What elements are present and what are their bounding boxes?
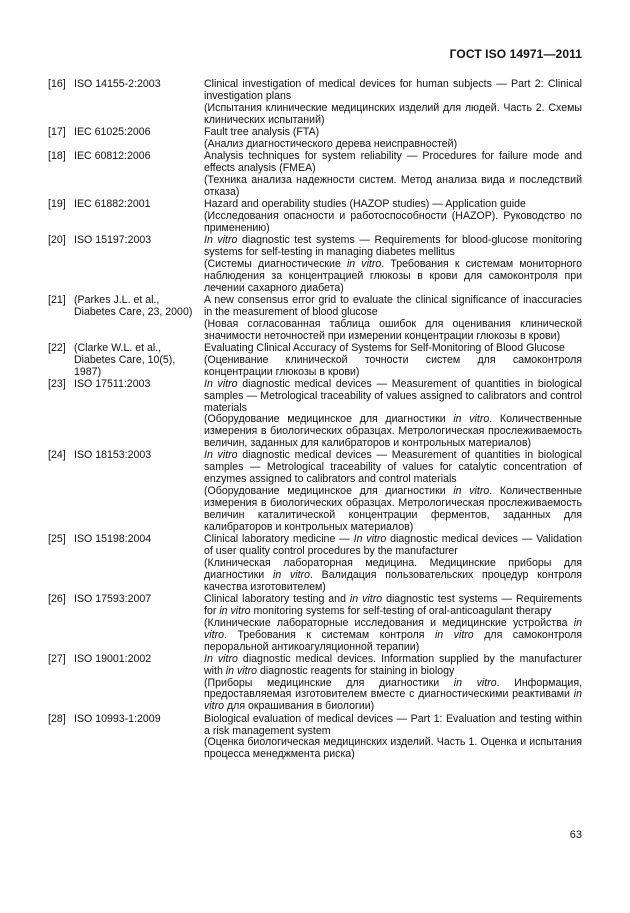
reference-text xyxy=(204,127,582,151)
reference-id xyxy=(48,79,204,127)
reference-entry xyxy=(48,594,582,654)
reference-number: [18] xyxy=(48,150,66,163)
reference-id xyxy=(48,199,204,235)
reference-id xyxy=(48,654,204,714)
reference-source: ISO 15198:2004 xyxy=(74,533,152,546)
reference-number: [21] xyxy=(48,293,66,306)
reference-entry xyxy=(48,151,582,199)
reference-source: ISO 10993-1:2009 xyxy=(74,712,161,725)
reference-title-en: In vitro diagnostic test systems — Requirements for blood-glucose monitoring systems for self-testing in managing diabetes mellitus xyxy=(204,233,583,258)
reference-text xyxy=(204,594,582,654)
reference-title-ru: (Новая согласованная таблица ошибок для оценивания клинической значимости неточностей при измерении концентрации глюкозы в крови) xyxy=(204,317,582,342)
reference-entry xyxy=(48,343,582,379)
reference-title-en: In vitro diagnostic medical devices. Information supplied by the manufacturer with in vitro diagnostic reagents for staining in biology xyxy=(204,652,583,677)
reference-text xyxy=(204,654,582,714)
reference-text xyxy=(204,295,582,343)
reference-title-ru: (Приборы медицинские для диагностики in vitro. Информация, предоставляемая изготовителем вместе с диагностическими реактивами in vitro для окрашивания в биологии) xyxy=(204,676,583,713)
reference-text xyxy=(204,79,582,127)
reference-source: ISO 17511:2003 xyxy=(74,377,151,390)
reference-title-ru: (Оборудование медицинское для диагностики in vitro. Количественные измерения в биологических образцах. Метрологическая прослеживаемость величин, заданных для калибраторов и контрольных материалов) xyxy=(204,413,583,450)
reference-title-ru: (Анализ диагностического дерева неисправностей) xyxy=(204,137,458,150)
reference-source: ISO 15197:2003 xyxy=(74,233,152,246)
reference-id xyxy=(48,127,204,151)
reference-entry xyxy=(48,79,582,127)
reference-number: [26] xyxy=(48,592,66,605)
reference-title-en: A new consensus error grid to evaluate the clinical significance of inaccuracies in the measurement of blood glucose xyxy=(204,293,582,318)
reference-title-en: Evaluating Clinical Accuracy of Systems for Self-Monitoring of Blood Glucose xyxy=(204,341,565,354)
bibliography-list xyxy=(48,79,582,762)
reference-text xyxy=(204,450,582,533)
reference-id xyxy=(48,295,204,343)
reference-title-en: Clinical investigation of medical devices for human subjects — Part 2: Clinical investigation plans xyxy=(204,78,582,102)
page-number: 63 xyxy=(569,829,582,841)
reference-id xyxy=(48,714,204,762)
reference-number: [16] xyxy=(48,78,66,90)
reference-title-ru: (Техника анализа надежности систем. Метод анализа вида и последствий отказа) xyxy=(204,173,582,198)
reference-text xyxy=(204,379,582,450)
reference-number: [20] xyxy=(48,233,66,246)
reference-source: IEC 60812:2006 xyxy=(74,150,151,163)
reference-entry xyxy=(48,127,582,151)
reference-entry xyxy=(48,295,582,343)
reference-number: [27] xyxy=(48,652,66,665)
reference-id xyxy=(48,235,204,295)
reference-id xyxy=(48,343,204,379)
reference-text xyxy=(204,534,582,594)
reference-number: [23] xyxy=(48,377,66,390)
reference-id xyxy=(48,379,204,450)
reference-source: ISO 14155-2:2003 xyxy=(74,78,161,90)
reference-source: ISO 19001:2002 xyxy=(74,652,152,665)
reference-id xyxy=(48,594,204,654)
reference-id xyxy=(48,534,204,594)
reference-title-ru: (Испытания клинические медицинских изделий для людей. Часть 2. Схемы клинических испытаний) xyxy=(204,101,582,126)
reference-title-en: Clinical laboratory testing and in vitro diagnostic test systems — Requirements for in vitro monitoring systems for self-testing of oral-anticoagulant therapy xyxy=(204,592,582,617)
reference-title-en: In vitro diagnostic medical devices — Measurement of quantities in biological samples — Metrological traceability of values for catalytic concentration of enzymes assigned to calibrators and control materials xyxy=(204,449,583,486)
reference-entry xyxy=(48,450,582,533)
reference-text xyxy=(204,235,582,295)
reference-title-en: Fault tree analysis (FTA) xyxy=(204,125,320,138)
reference-text xyxy=(204,343,582,379)
reference-title-ru: (Исследования опасности и работоспособности (HAZOP). Руководство по применению) xyxy=(204,209,582,234)
reference-source: IEC 61882:2001 xyxy=(74,197,151,210)
reference-title-en: In vitro diagnostic medical devices — Measurement of quantities in biological samples — Metrological traceability of values assigned to calibrators and control materials xyxy=(204,377,583,414)
reference-title-ru: (Оценка биологическая медицинских изделий. Часть 1. Оценка и испытания процесса менеджмента риска) xyxy=(204,736,582,761)
reference-id xyxy=(48,151,204,199)
reference-entry xyxy=(48,199,582,235)
reference-source: ISO 17593:2007 xyxy=(74,592,152,605)
reference-title-en: Hazard and operability studies (HAZOP studies) — Application guide xyxy=(204,197,526,210)
reference-source: (Parkes J.L. et al., Diabetes Care, 23, 2000) xyxy=(74,293,193,318)
reference-title-ru: (Оборудование медицинское для диагностики in vitro. Количественные измерения в биологических образцах. Метрологическая прослеживаемость величин каталитической концентрации ферментов, заданных для калибраторов и контрольных материалов) xyxy=(204,485,583,533)
reference-number: [22] xyxy=(48,341,66,354)
reference-text xyxy=(204,199,582,235)
reference-entry xyxy=(48,235,582,295)
reference-source: ISO 18153:2003 xyxy=(74,449,152,462)
reference-title-en: Analysis techniques for system reliability — Procedures for failure mode and effects analysis (FMEA) xyxy=(204,150,582,174)
reference-number: [28] xyxy=(48,712,66,725)
reference-entry xyxy=(48,534,582,594)
document-header: ГОСТ ISO 14971—2011 xyxy=(449,47,582,61)
reference-text xyxy=(204,714,582,762)
reference-number: [24] xyxy=(48,449,66,462)
reference-number: [17] xyxy=(48,125,66,138)
reference-title-ru: (Клиническая лабораторная медицина. Медицинские приборы для диагностики in vitro. Валидация пользовательских процедур контроля качества изготовителем) xyxy=(204,556,582,593)
reference-number: [19] xyxy=(48,197,66,210)
reference-id xyxy=(48,450,204,533)
reference-text xyxy=(204,151,582,199)
reference-title-ru: (Системы диагностические in vitro. Требования к системам мониторного наблюдения за концентрацией глюкозы в крови для самоконтроля при лечении сахарного диабета) xyxy=(204,257,582,294)
reference-entry xyxy=(48,379,582,450)
reference-entry xyxy=(48,654,582,714)
reference-source: IEC 61025:2006 xyxy=(74,125,151,138)
reference-title-ru: (Клинические лабораторные исследования и медицинские устройства in vitro. Требования к системам контроля in vitro для самоконтроля пероральной антикоагуляционной терапии) xyxy=(204,616,582,653)
reference-entry xyxy=(48,714,582,762)
reference-title-en: Clinical laboratory medicine — In vitro diagnostic medical devices — Validation of user quality control procedures by the manufacturer xyxy=(204,533,582,558)
reference-title-en: Biological evaluation of medical devices — Part 1: Evaluation and testing within a risk management system xyxy=(204,712,582,737)
reference-source: (Clarke W.L. et al., Diabetes Care, 10(5), 1987) xyxy=(74,341,176,378)
reference-title-ru: (Оценивание клинической точности систем для самоконтроля концентрации глюкозы в крови) xyxy=(204,353,582,378)
reference-number: [25] xyxy=(48,533,66,546)
